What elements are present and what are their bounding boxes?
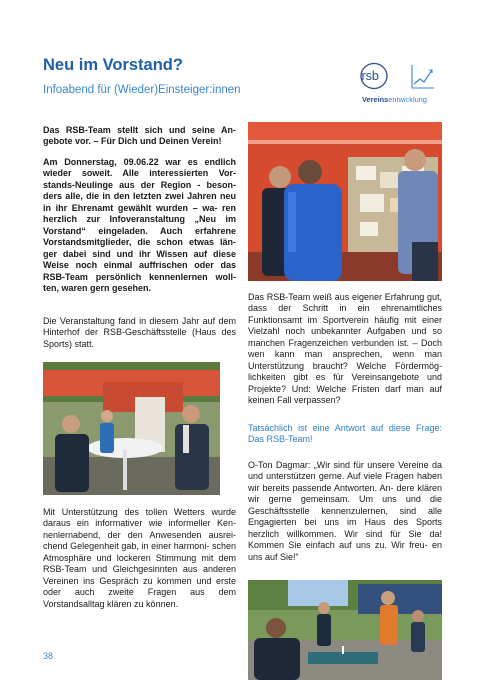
logo-caption-accent: entwicklung	[388, 95, 427, 104]
page-number: 38	[43, 651, 54, 661]
logo-caption	[362, 95, 427, 104]
experience-paragraph: Das RSB-Team weiß aus eigener Erfahrung gut, dass der Schritt in ein ehrenamtliches Funktionsamt im Sportverein häufig mit einer Vielzahl noch unbekannter Aufgaben und so manchen Fragenzeichen verbunden ist. – Doch wen kann man ansprechen, wenn man Unterstützung braucht? Welche Fördermög- lichkeiten gibt es für Vereinsangebote und Projekte? Und: Welche Fristen darf man auf keinen Fall verpassen?	[248, 292, 442, 406]
page-title: Neu im Vorstand?	[43, 56, 183, 74]
growth-chart-icon	[412, 65, 434, 88]
logo-rsb-text: rsb	[361, 69, 379, 83]
photo-team-pinboard	[248, 122, 442, 281]
page-subtitle: Infoabend für (Wieder)Einsteiger:innen	[43, 84, 241, 96]
logo-caption-bold: Vereins	[362, 95, 389, 104]
lead-paragraph: Am Donnerstag, 09.06.22 war es endlich wieder soweit. Alle interessierten Vor- stands-Neulinge aus der Region - beson- ders alle, die in den letzten zwei Jahren neu in ihr Ehrenamt gewählt wurden – wa- ren herzlich zur Infoveranstaltung „Neu im Vorstand“ eingeladen. Auch erfahrene Vorstandsmitglieder, die schon etwas län- ger dabei sind und ihr Wissen auf diese Weise noch einmal auffrischen oder das RSB-Team persönlich kennenlernen woll- ten, waren gern gesehen.	[43, 157, 236, 293]
photo-discussion-table	[43, 362, 220, 495]
support-paragraph: Mit Unterstützung des tollen Wetters wurde daraus ein informativer wie informeller Ken- nenlernabend, der den Anwesenden ausrei- chend Gelegenheit gab, in einer harmoni- schen Atmosphäre und lockeren Stimmung mit dem RSB-Team und Gleichgesinnten aus anderen Vereinen ins Gespräch zu kommen und erste oder auch zweite Fragen aus dem Vorstandsalltag klären zu können.	[43, 507, 236, 609]
venue-paragraph: Die Veranstaltung fand in diesem Jahr auf dem Hinterhof der RSB-Geschäftsstelle (Haus des Sports) statt.	[43, 316, 236, 349]
quote-paragraph: O-Ton Dagmar: „Wir sind für unsere Vereine da und unterstützen gerne. Auf viele Fragen haben wir bereits passende Antworten. An- dere klären wir gerne gemeinsam. Um uns und die Geschäftsstelle kennenzulernen, sind alle Engagierten bei uns im Haus des Sports herzlich willkommen. Wir sind für Sie da! Kommen Sie einfach auf uns zu. Wir freu- en uns auf Sie!“	[248, 460, 442, 562]
intro-paragraph: Das RSB-Team stellt sich und seine An- gebote vor. – Für Dich und Deinen Verein!	[43, 125, 236, 147]
answer-paragraph: Tatsächlich ist eine Antwort auf diese Frage: Das RSB-Team!	[248, 423, 442, 445]
photo-table-tennis	[248, 580, 442, 680]
